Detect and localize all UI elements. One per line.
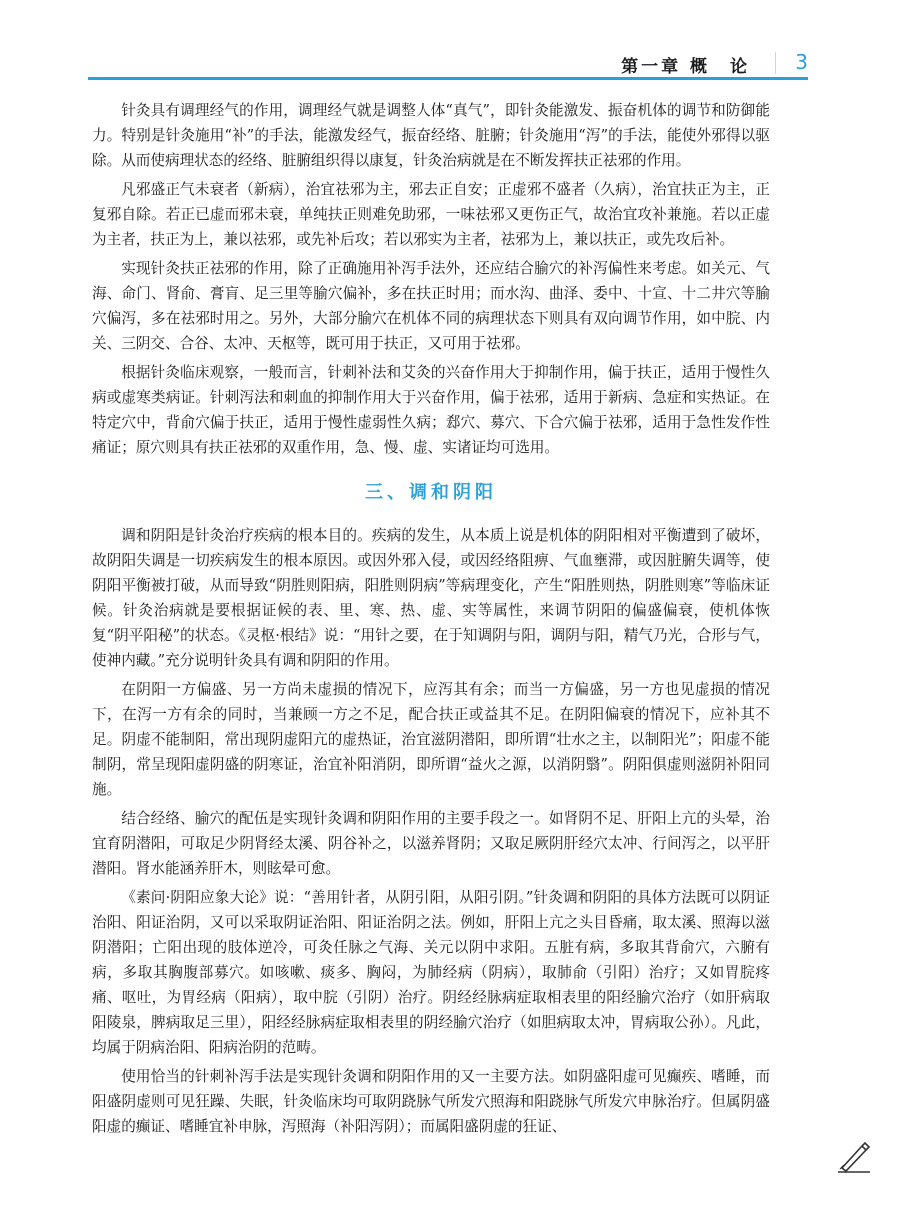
paragraph: 凡邪盛正气未衰者（新病），治宜祛邪为主，邪去正自安；正虚邪不盛者（久病），治宜扶正为主，正复邪自除。若正已虚而邪未衰，单纯扶正则难免助邪，一味祛邪又更伤正气，故治宜攻补兼施。若以正虚为主者，扶正为上，兼以祛邪，或先补后攻；若以邪实为主者，祛邪为上，兼以扶正，或先攻后补。 — [92, 181, 770, 248]
paragraph: 调和阴阳是针灸治疗疾病的根本目的。疾病的发生，从本质上说是机体的阴阳相对平衡遭到了破坏，故阴阳失调是一切疾病发生的根本原因。或因外邪入侵，或因经络阻痹、气血壅滞，或因脏腑失调等，使阴阳平衡被打破，从而导致“阴胜则阳病，阳胜则阴病”等病理变化，产生“阳胜则热，阴胜则寒”等临床证候。针灸治病就是要根据证候的表、里、寒、热、虚、实等属性，来调节阴阳的偏盛偏衰，使机体恢复“阴平阳秘”的状态。《灵枢·根结》说：“用针之要，在于知调阴与阳，调阴与阳，精气乃光，合形与气，使神内藏。”充分说明针灸具有调和阴阳的作用。 — [92, 527, 770, 669]
paragraph: 结合经络、腧穴的配伍是实现针灸调和阴阳作用的主要手段之一。如肾阴不足、肝阳上亢的头晕，治宜育阴潜阳，可取足少阴肾经太溪、阴谷补之，以滋养肾阴；又取足厥阴肝经穴太冲、行间泻之，以平肝潜阳。肾水能涵养肝木，则眩晕可愈。 — [92, 810, 770, 877]
paragraph: 根据针灸临床观察，一般而言，针刺补法和艾灸的兴奋作用大于抑制作用，偏于扶正，适用于慢性久病或虚寒类病证。针刺泻法和刺血的抑制作用大于兴奋作用，偏于祛邪，适用于新病、急症和实热证。在特定穴中，背俞穴偏于扶正，适用于慢性虚弱性久病；郄穴、募穴、下合穴偏于祛邪，适用于急性发作性痛证；原穴则具有扶正祛邪的双重作用，急、慢、虚、实诸证均可选用。 — [92, 364, 770, 456]
paragraph: 在阴阳一方偏盛、另一方尚未虚损的情况下，应泻其有余；而当一方偏盛，另一方也见虚损的情况下，在泻一方有余的同时，当兼顾一方之不足，配合扶正或益其不足。在阴阳偏衰的情况下，应补其不足。阴虚不能制阳，常出现阴虚阳亢的虚热证，治宜滋阴潜阳，即所谓“壮水之主，以制阳光”；阳虚不能制阴，常呈现阳虚阴盛的阴寒证，治宜补阳消阴，即所谓“益火之源，以消阴翳”。阴阳俱虚则滋阴补阳同施。 — [92, 681, 770, 798]
paragraph: 实现针灸扶正祛邪的作用，除了正确施用补泻手法外，还应结合腧穴的补泻偏性来考虑。如关元、气海、命门、肾俞、膏肓、足三里等腧穴偏补，多在扶正时用；而水沟、曲泽、委中、十宣、十二井穴等腧穴偏泻，多在祛邪时用之。另外，大部分腧穴在机体不同的病理状态下则具有双向调节作用，如中脘、内关、三阴交、合谷、太冲、天枢等，既可用于扶正，又可用于祛邪。 — [92, 260, 770, 352]
chapter-title: 第一章 概 论 — [621, 57, 750, 77]
body-text — [92, 98, 770, 1143]
paragraph: 针灸具有调理经气的作用，调理经气就是调整人体“真气”，即针灸能激发、振奋机体的调节和防御能力。特别是针灸施用“补”的手法，能激发经气，振奋经络、脏腑；针灸施用“泻”的手法，能使外邪得以驱除。从而使病理状态的经络、脏腑组织得以康复，针灸治病就是在不断发挥扶正祛邪的作用。 — [92, 102, 770, 169]
section-heading: 三、调和阴阳 — [365, 482, 497, 503]
header-rule — [88, 77, 808, 80]
page-header — [0, 0, 900, 90]
paragraph: 使用恰当的针刺补泻手法是实现针灸调和阴阳作用的又一主要方法。如阴盛阳虚可见癫疾、嗜睡，而阳盛阴虚则可见狂躁、失眠，针灸临床均可取阴跷脉气所发穴照海和阳跷脉气所发穴申脉治疗。但属阴盛阳虚的癫证、嗜睡宜补申脉，泻照海（补阳泻阴）；而属阳盛阴虚的狂证、 — [92, 1068, 770, 1135]
header-divider — [775, 52, 776, 74]
paragraph: 《素问·阴阳应象大论》说：“善用针者，从阴引阳，从阳引阴。”针灸调和阴阳的具体方法既可以阴证治阳、阳证治阴，又可以采取阴证治阳、阳证治阴之法。例如，肝阳上亢之头目昏痛，取太溪、照海以滋阴潜阳；亡阳出现的肢体逆冷，可灸任脉之气海、关元以阴中求阳。五脏有病，多取其背俞穴，六腑有病，多取其胸腹部募穴。如咳嗽、痰多、胸闷，为肺经病（阴病），取肺俞（引阳）治疗；又如胃脘疼痛、呕吐，为胃经病（阳病），取中脘（引阴）治疗。阴经经脉病症取相表里的阳经腧穴治疗（如肝病取阳陵泉，脾病取足三里），阳经经脉病症取相表里的阴经腧穴治疗（如胆病取太冲，胃病取公孙）。凡此，均属于阴病治阳、阳病治阴的范畴。 — [92, 889, 770, 1056]
page-number: 3 — [795, 50, 808, 74]
pen-icon — [836, 1138, 872, 1174]
